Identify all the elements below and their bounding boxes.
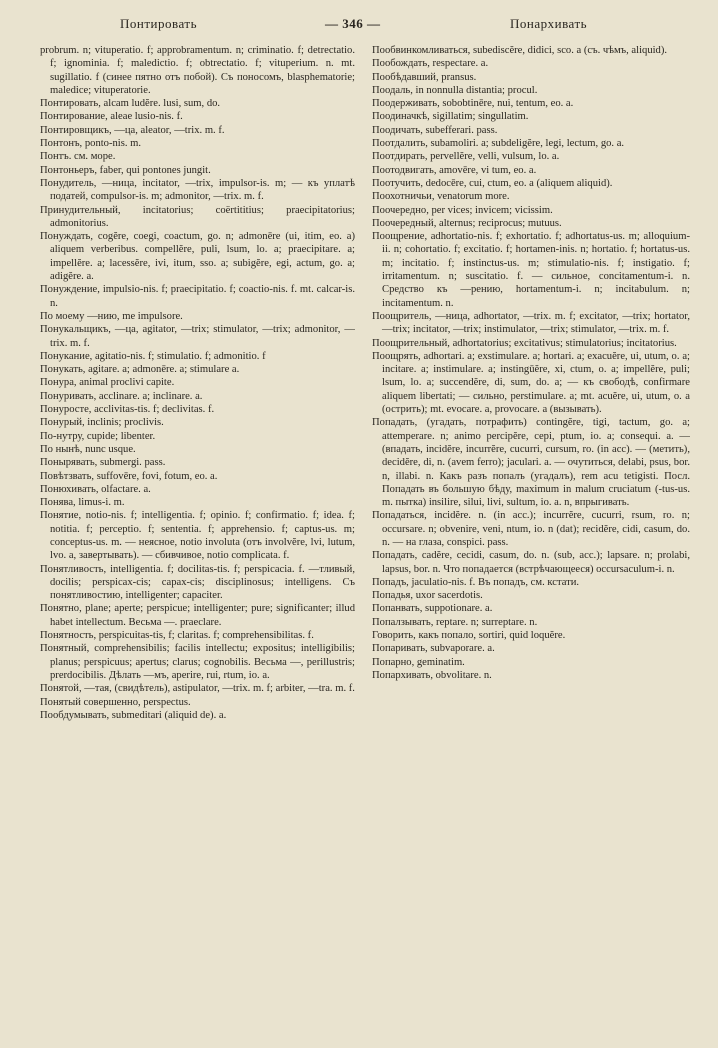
dictionary-entry: Пообождать, respectare. a. — [372, 58, 489, 70]
dictionary-entry: Понукать, agitare. a; admonēre. a; stimulare a. — [40, 364, 240, 376]
dictionary-entry: Попалзывать, reptare. n; surreptare. n. — [372, 616, 538, 628]
dictionary-entry: Понудитель, —ница, incitator, —trix, impulsor-is. m; — къ уплатѣ податей, compulsor-is. m; admonitor, —trix. m. f. — [40, 177, 355, 203]
dictionary-entry: Понукальщикъ, —ца, agitator, —trix; stimulator, —trix; admonitor, —trix. m. f. — [40, 324, 355, 349]
dictionary-entry: Понятие, notio-nis. f; intelligentia. f; opinio. f; confirmatio. f; idea. f; notitia. f; perceptio. f; sententia. f; apprehensio. f; captus-us. m; conceptus-us. m. — неясное, notio involuta (отъ involvĕre, lvi, lutum, lvo. a, завертывать). — сбивчивое, notio complicata. f. — [40, 510, 355, 562]
dictionary-entry: Понятность, perspicuitas-tis, f; claritas. f; comprehensibilitas. f. — [40, 630, 314, 642]
dictionary-entry: Поощрять, adhortari. a; exstimulare. a; hortari. a; exacuĕre, ui, utum, o. a; incitare. a; instimulare. a; instingūĕre, xi, ctum, o. a; impellĕre, puli; lsum, lo. a; succendĕre, di, sum, do. a; — къ свободѣ, confirmare aliquem libertati; — сильно, perstimulare. a; mt. acuĕre, ui, utum, o. a (острить); mt. evocare. a, provocare. a (вызывать). — [372, 350, 690, 416]
dictionary-entry: Понятой, —тая, (свидѣтель), astipulator, —trix. m. f; arbiter, —tra. m. f. — [40, 683, 355, 695]
dictionary-entry: probrum. n; vituperatio. f; approbramentum. n; criminatio. f; detrectatio. f; ignominia. f; maledictio. f; obtrectatio. f; vituperium. n. mt. sugillatio. f (синее пятно отъ побой). Съ поносомъ, blasphematorie; maledice; vituperatorie. — [40, 45, 355, 96]
dictionary-entry: Попадаться, incidĕre. n. (in acc.); incurrĕre, cucurri, rsum, ro. n; occursare. n; obvenire, veni, ntum, io. n (dat); recidĕre, cidi, casum, do. n. — на глаза, conspici. pass. — [372, 510, 690, 548]
dictionary-entry: Попадъ, jaculatio-nis. f. Въ попадъ, см. кстати. — [372, 576, 580, 588]
dictionary-entry: Пообвинкомливаться, subediscĕre, didici, sco. a (съ. чѣмъ, aliquid). — [372, 45, 668, 56]
dictionary-entry: Попадать, (угадать, потрафить) contingĕre, tigi, tactum, go. a; attemperare. n; animo percipĕre, cepi, ptum, io. a; consequi. a. — (впадать, incidĕre, incurrĕre, cucurri, cursum, ro. (in acc). — (метить), decidĕre, di, n. (avem ferro); jaculari. a. — очутиться, delabi, psus, bor. n, illabi. n. Какъ разъ попалъ (угадалъ), rem acu tetigisti. Посл. Попадать въ большую бѣду, maximum in malum cruciatum (-tus-us. m. пытка) insilire, silui, livi, sultum, io. a. n, впрыгивать. — [372, 417, 690, 509]
dictionary-entry: Поощритель, —ница, adhortator, —trix. m. f; excitator, —trix; hortator, —trix; incitator, —trix; instimulator, —trix; stimulator, —trix. m. f. — [372, 310, 690, 336]
dictionary-entry: Понуросте, acclivitas-tis. f; declivitas. f. — [40, 404, 215, 416]
dictionary-entry: Понтировать, alcam ludĕre. lusi, sum, do. — [40, 98, 221, 110]
dictionary-entry: Понуждение, impulsio-nis. f; praecipitatio. f; coactio-nis. f. mt. calcar-is. n. — [40, 284, 355, 309]
dictionary-entry: Понырявать, submergi. pass. — [40, 457, 166, 469]
dictionary-entry: Поощрительный, adhortatorius; excitativus; stimulatorius; incitatorius. — [372, 337, 677, 349]
dictionary-entry: Понява, limus-i. m. — [40, 497, 125, 509]
dictionary-entry: Поодичать, subefferari. pass. — [372, 124, 498, 136]
dictionary-entry: Понятный, comprehensibilis; facilis intellectu; expositus; intelligibilis; planus; perspicuus; apertus; clarus; cognobilis. Весьма —, perillustris; prerdocibilis. Дѣлать —мъ, aperire, rui, rtum, io. a. — [40, 643, 355, 681]
dictionary-entry: Принудительный, incitatorius; coërtititius; praecipitatorius; admonitorius. — [40, 204, 355, 229]
dictionary-entry: Понюхивать, olfactare. a. — [40, 483, 151, 495]
dictionary-entry: Поотодвигать, amovēre, vi tum, eo. a. — [372, 164, 537, 176]
dictionary-entry: Поощрение, adhortatio-nis. f; exhortatio. f; adhortatus-us. m; alloquium-ii. n; cohortatio. f; excitatio. f; hortamen-inis. n; hortatio. f; hortatus-us. m; incitatio. f; instinctus-us. m; stimulatio-nis. f; instigatio. f; irritamentum. n; suscitatio. f. — сильное, concitamentum-i. n. Средство къ —рению, hortamentum-i. n; incitabulum. n; incitamentum. n. — [372, 231, 690, 309]
dictionary-entry: Понятый совершенно, perspectus. — [40, 696, 191, 708]
dictionary-entry: Понурый, inclinis; proclivis. — [40, 417, 164, 429]
dictionary-entry: Понтировщикъ, —ца, aleator, —trix. m. f. — [40, 124, 225, 136]
dictionary-entry: Попаривать, subvaporare. a. — [372, 643, 495, 655]
dictionary-entry: Поотдирать, pervellĕre, velli, vulsum, lo. a. — [372, 151, 560, 163]
dictionary-entry: Поотдалить, subamoliri. a; subdeligĕre, legi, lectum, go. a. — [372, 138, 625, 150]
dictionary-entry: Попадья, uxor sacerdotis. — [372, 590, 483, 602]
dictionary-entry: Попарно, geminatim. — [372, 656, 465, 668]
dictionary-entry: Понтоньеръ, faber, qui pontones jungit. — [40, 164, 211, 176]
dictionary-entry: По-нутру, cupide; libenter. — [40, 430, 156, 442]
dictionary-entry: Понтонъ, ponto-nis. m. — [40, 138, 142, 150]
header-right-catchword: Понархивать — [510, 16, 588, 31]
page-header — [40, 16, 680, 36]
dictionary-entry: Понтъ. см. море. — [40, 151, 116, 163]
dictionary-entry: Поодаль, in nonnulla distantia; procul. — [372, 84, 538, 96]
dictionary-entry: Повѣтзвать, suffovēre, fovi, fotum, eo. a. — [40, 470, 218, 482]
dictionary-entry: Попанвать, suppotionare. a. — [372, 603, 493, 615]
dictionary-entry: По нынѣ, nunc usque. — [40, 443, 136, 455]
dictionary-entry: Понятливость, intelligentia. f; docilitas-tis. f; perspicacia. f. —тливый, docilis; perspicax-cis; capax-cis; disciplinosus; intelligens. Съ понятливостию, intelligenter; capaciter. — [40, 563, 355, 602]
dictionary-entry: Пообѣдавший, pransus. — [372, 71, 477, 83]
header-left-catchword: Понтировать — [120, 16, 197, 31]
dictionary-entry: Попадать, cadĕre, cecidi, casum, do. n. (sub, acc.); lapsare. n; prolabi, lapsus, bor. n. Что попадается (встрѣчающееся) occursaculum-i. n. — [372, 550, 690, 575]
right-column — [372, 44, 690, 1040]
dictionary-entry: Поочередный, alternus; reciprocus; mutuus. — [372, 217, 562, 229]
dictionary-entry: Понятно, plane; aperte; perspicue; intelligenter; pure; significanter; illud habet intellectum. Весьма —. praeclare. — [40, 603, 355, 628]
page-number: — 346 — — [325, 16, 381, 31]
dictionary-entry: Поохотничьи, venatorum more. — [372, 191, 510, 203]
dictionary-entry: Поотучить, dedocēre, cui, ctum, eo. a (aliquem aliquid). — [372, 177, 613, 189]
dictionary-entry: Понура, animal proclivi capite. — [40, 377, 175, 389]
dictionary-entry: Пообдумывать, submeditari (aliquid de). a. — [40, 709, 227, 721]
dictionary-entry: Поочередно, per vices; invicem; vicissim. — [372, 204, 553, 216]
dictionary-entry: По моему —нию, me impulsore. — [40, 310, 183, 322]
dictionary-entry: Понуждать, cogĕre, coegi, coactum, go. n; admonēre (ui, itim, eo. a) aliquem verberibus. compellĕre, puli, lsum, lo. a; praecipitare. a; impellĕre. a; lacessĕre, ivi, itum, sso. a; subigĕre, egi, actum, go. a; adigĕre. a. — [40, 231, 355, 283]
dictionary-entry: Понтирование, aleae lusio-nis. f. — [40, 111, 183, 123]
dictionary-entry: Понуривать, acclinare. a; inclinare. a. — [40, 390, 203, 402]
dictionary-entry: Поодерживать, sobobtinēre, nui, tentum, eo. a. — [372, 98, 574, 110]
dictionary-entry: Попархивать, obvolitare. n. — [372, 669, 492, 681]
dictionary-entry: Поодиначкѣ, sigillatim; singullatim. — [372, 111, 529, 123]
dictionary-entry: Понукание, agitatio-nis. f; stimulatio. f; admonitio. f — [40, 350, 266, 362]
left-column — [40, 44, 355, 1040]
dictionary-entry: Говорить, какъ попало, sortiri, quid loquĕre. — [372, 630, 566, 642]
